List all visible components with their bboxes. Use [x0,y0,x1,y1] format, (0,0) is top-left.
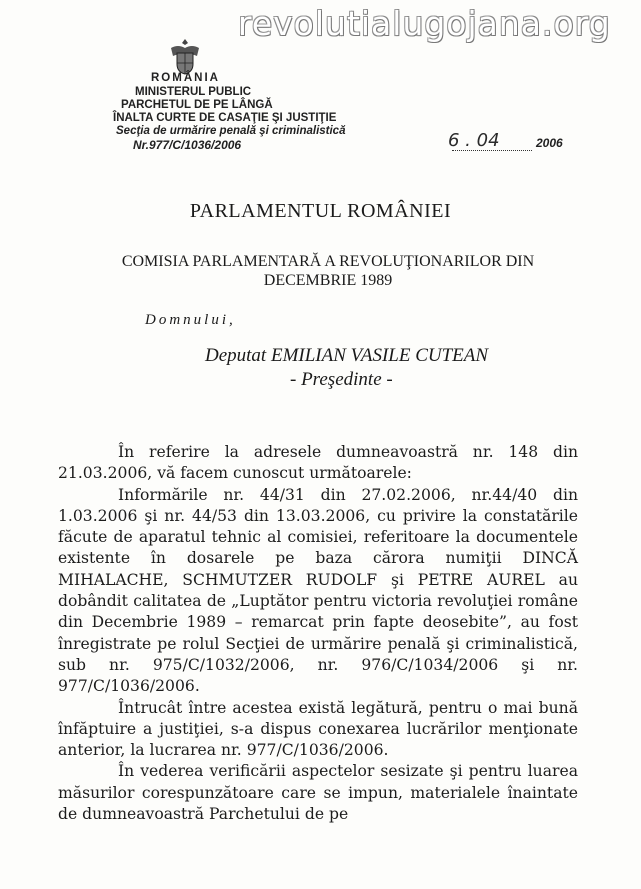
header-ministry: MINISTERUL PUBLIC [135,86,252,98]
salutation: Domnului, [145,312,236,328]
coat-of-arms-icon [166,36,204,76]
registration-number: Nr.977/C/1036/2006 [133,138,242,152]
paragraph: Informările nr. 44/31 din 27.02.2006, nr.44/40 din 1.03.2006 şi nr. 44/53 din 13.03.2006, cu privire la constatările făcute de aparatul tehnic al comisiei, referitoare la documentele existente în dosarele pe baza cărora numiţii DINCĂ MIHALACHE, SCHMUTZER RUDOLF şi PETRE AUREL au dobândit calitatea de „Luptător pentru victoria revoluţiei române din Decembrie 1989 – remarcat prin fapte deosebite”, au fost înregistrate pe rolul Secţiei de urmărire penală şi criminalistică, sub nr. 975/C/1032/2006, nr. 976/C/1034/2006 şi nr. 977/C/1036/2006. [58,485,578,696]
header-section: Secţia de urmărire penală şi criminalistică [116,125,346,137]
paragraph: În vederea verificării aspectelor sesizate şi pentru luarea măsurilor corespunzătoare care se impun, materialele înaintate de dumneavoastră Parchetului de pe [58,762,578,824]
letter-body [58,442,578,825]
header-country: ROMÂNIA [151,72,220,84]
parliament-title: PARLAMENTUL ROMÂNIEI [189,200,452,222]
header-office: PARCHETUL DE PE LÂNGĂ [121,99,273,111]
handwritten-date: 6 . 04 [448,130,500,151]
recipient-name: Deputat EMILIAN VASILE CUTEAN [205,345,489,366]
paragraph: În referire la adresele dumneavoastră nr. 148 din 21.03.2006, vă facem cunoscut următoarele: [58,443,578,483]
date-year: 2006 [536,136,563,150]
recipient-role: - Preşedinte - [290,369,393,390]
watermark: revolutialugojana.org [238,4,611,43]
date-underline [452,150,532,152]
paragraph: Întrucât între acestea există legătură, pentru o mai bună înfăptuire a justiţiei, s-a dispus conexarea lucrărilor menţionate anterior, la lucrarea nr. 977/C/1036/2006. [58,698,578,760]
commission-title: COMISIA PARLAMENTARĂ A REVOLUŢIONARILOR DIN DECEMBRIE 1989 [121,253,535,289]
header-court: ÎNALTA CURTE DE CASAŢIE ŞI JUSTIŢIE [113,112,337,124]
